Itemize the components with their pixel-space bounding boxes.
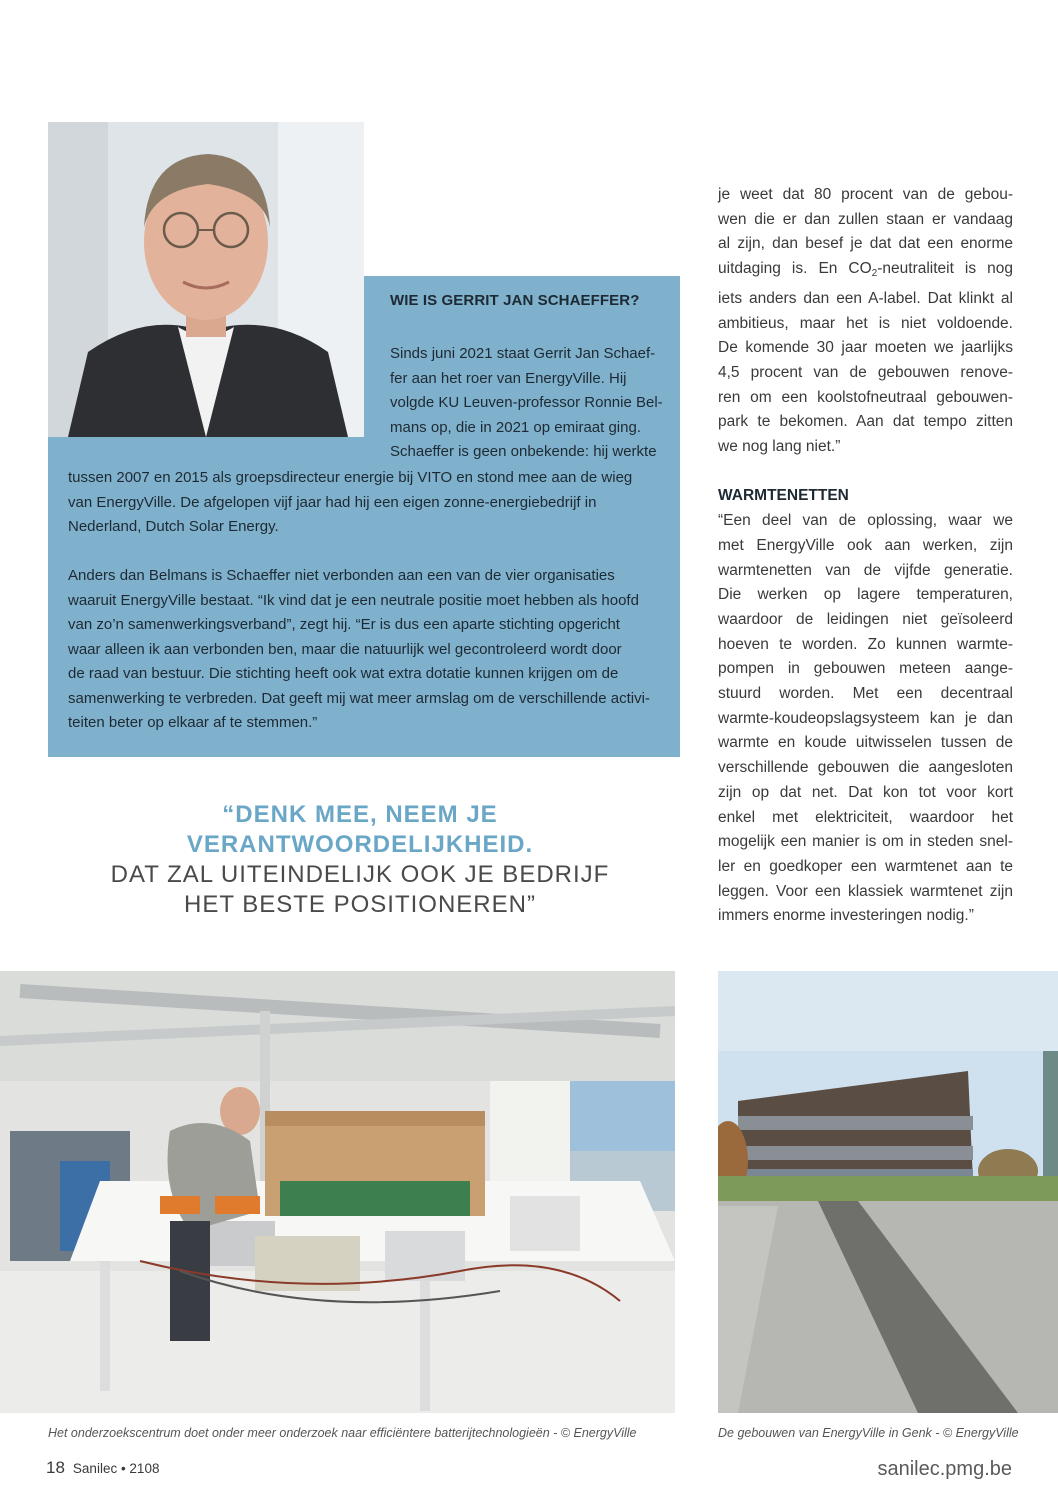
infobox-intro [390, 342, 670, 465]
body-line: De komende 30 jaar moeten we jaarlijks [718, 339, 1013, 357]
infobox-title: WIE IS GERRIT JAN SCHAEFFER? [390, 292, 640, 309]
lab-photo-caption: Het onderzoekscentrum doet onder meer onderzoek naar efficiëntere batterijtechnologieën - © EnergyVille [48, 1426, 637, 1440]
body-line: waardoor de leidingen niet geïsoleerd [718, 610, 1013, 628]
building-photo-caption: De gebouwen van EnergyVille in Genk - © EnergyVille [718, 1426, 1019, 1440]
page-number: 18 [46, 1458, 65, 1477]
portrait-photo [48, 122, 364, 437]
body-line: mogelijk een manier is om in steden snel- [718, 833, 1013, 851]
body-line: stuurd worden. Met een decentraal [718, 685, 1013, 703]
body-line: ambitieus, maar het is niet voldoende. [718, 314, 1013, 332]
body-line: ler en goedkoper een warmtenet aan te [718, 857, 1013, 875]
infobox-intro-line: mans op, die in 2021 op emiraat ging. [390, 418, 641, 436]
body-line: met EnergyVille ook aan werken, zijn [718, 536, 1013, 554]
co2-subscript: 2 [871, 268, 878, 280]
infobox-line: Anders dan Belmans is Schaeffer niet verbonden aan een van de vier organisaties [68, 567, 615, 584]
co2-suffix: -neutraliteit is nog [877, 260, 1013, 278]
article-column-right [718, 183, 1013, 929]
infobox-intro-line: Schaeffer is geen onbekende: hij werkte [390, 443, 657, 460]
body-line: “Een deel van de oplossing, waar we [718, 512, 1013, 530]
body-line: zijn op dat net. Dat kon tot voor kort [718, 783, 1013, 801]
body-line: we nog lang niet.” [718, 438, 841, 456]
body-line: verschillende gebouwen die aangesloten [718, 759, 1013, 777]
infobox-line: teiten beter op elkaar af te stemmen.” [68, 714, 318, 731]
body-line: Die werken op lagere temperaturen, [718, 586, 1013, 604]
section-heading: WARMTENETTEN [718, 487, 849, 505]
body-line: warmtenetten van de vijfde generatie. [718, 561, 1013, 579]
infobox-line: Nederland, Dutch Solar Energy. [68, 518, 279, 535]
infobox-body [68, 466, 668, 736]
body-line: hoeven te worden. Zo kunnen warmte- [718, 635, 1013, 653]
body-line: warmte-koudeopslagsysteem kan je dan [718, 709, 1013, 727]
body-line-co2 [718, 257, 1013, 287]
magazine-issue: Sanilec • 2108 [72, 1461, 160, 1476]
co2-prefix: uitdaging is. En CO [718, 260, 872, 278]
website-link[interactable]: sanilec.pmg.be [877, 1458, 1012, 1480]
quote-line: HET BESTE POSITIONEREN” [184, 891, 536, 918]
infobox-line: van zo’n samenwerkingsverband”, zegt hij. “Er is dus een aparte stichting opgericht [68, 616, 620, 633]
body-line: warmte en koude uitwisselen tussen de [718, 734, 1013, 752]
infobox-line: van EnergyVille. De afgelopen vijf jaar had hij een eigen zonne-energiebedrijf in [68, 493, 597, 511]
infobox-intro-line: Sinds juni 2021 staat Gerrit Jan Schaef- [390, 345, 656, 362]
body-line: iets anders dan een A-label. Dat klinkt al [718, 289, 1013, 307]
body-line: wen die er dan zullen staan er vandaag [718, 210, 1013, 228]
body-line: al zijn, dan besef je dat dat een enorme [718, 235, 1013, 253]
lab-photo [0, 971, 675, 1413]
body-line: je weet dat 80 procent van de gebou- [718, 186, 1013, 203]
infobox-line: de raad van bestuur. Die stichting heeft ook wat extra dotatie kunnen krijgen om de [68, 665, 619, 682]
footer-folio [46, 1458, 159, 1478]
body-line: park te bekomen. Aan dat tempo zitten [718, 413, 1013, 431]
body-line: leggen. Voor een klassiek warmtenet zijn [718, 882, 1013, 900]
infobox-line: tussen 2007 en 2015 als groepsdirecteur energie bij VITO en stond mee aan de wieg [68, 469, 633, 486]
building-photo [718, 971, 1058, 1413]
infobox-intro-line: volgde KU Leuven-professor Ronnie Bel- [390, 394, 663, 411]
body-line: ren om een koolstofneutraal gebouwen- [718, 388, 1013, 406]
infobox-line: waar alleen ik aan verbonden ben, maar die natuurlijk wel gecontroleerd wordt door [68, 640, 622, 658]
infobox-line: waaruit EnergyVille bestaat. “Ik vind dat je een neutrale positie moet hebben als hoofd [68, 591, 639, 609]
body-line: immers enorme investeringen nodig.” [718, 907, 974, 925]
quote-line: DAT ZAL UITEINDELIJK OOK JE BEDRIJF [110, 861, 610, 888]
quote-line: “DENK MEE, NEEM JE [222, 801, 498, 828]
body-line: 4,5 procent van de gebouwen renove- [718, 363, 1013, 381]
infobox-line: samenwerking te verbreden. Dat geeft mij wat meer armslag om de verschillende activi- [68, 689, 650, 707]
infobox-intro-line: fer aan het roer van EnergyVille. Hij [390, 369, 627, 387]
body-line: enkel met elektriciteit, waardoor het [718, 808, 1013, 826]
pull-quote [60, 800, 660, 920]
quote-line: VERANTWOORDELIJKHEID. [186, 831, 534, 858]
body-line: pompen in gebouwen meteen aange- [718, 660, 1013, 678]
